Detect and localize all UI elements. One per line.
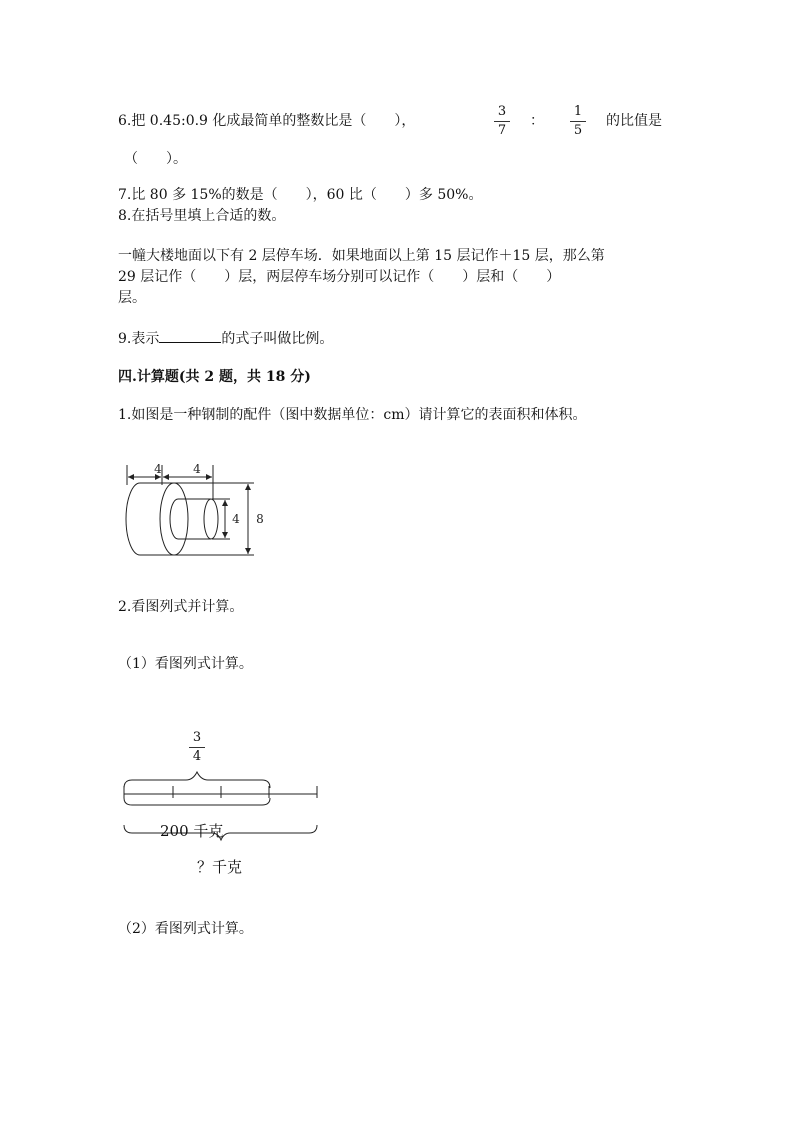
segment-bar-diagram [120,768,330,848]
dim-label-inner: 4 [232,512,240,526]
p2-sub2: （2）看图列式计算。 [118,921,253,937]
p2-fraction-3-4 [187,730,207,765]
fraction-denominator: 5 [573,123,583,138]
dim-label-top-left: 4 [154,462,162,476]
q6-line1: 6.把 0.45:0.9 化成最简单的整数比是（ ）， [118,113,416,129]
p2-total-label: ？千克 [197,858,243,876]
q6-ratio-suffix: 的比值是 [606,113,662,129]
fraction-numerator: 3 [192,730,202,745]
section-heading: 四.计算题(共 2 题，共 18 分) [118,369,311,385]
arrowhead [222,500,228,506]
fraction-numerator: 3 [497,104,507,119]
dim-label-top-right: 4 [193,462,201,476]
q6-fraction-1-5 [568,104,588,139]
fraction-bar [494,121,510,122]
q9-text [118,328,333,348]
q6-colon: ： [530,113,544,129]
p2-part-label: 200 千克 [160,822,224,840]
q9-prefix: 9.表示 [118,331,160,347]
arrowhead [163,474,169,480]
fraction-denominator: 7 [497,123,507,138]
p1-text: 1.如图是一种钢制的配件（图中数据单位：cm）请计算它的表面积和体积。 [118,407,587,423]
q6-line2: （ ）。 [124,151,187,167]
p2-sub1: （1）看图列式计算。 [118,656,253,672]
q8-line1: 一幢大楼地面以下有 2 层停车场．如果地面以上第 15 层记作＋15 层，那么第 [118,248,605,264]
arrowhead [245,548,251,554]
q9-answer-blank[interactable] [159,328,221,343]
arrowhead [245,484,251,490]
q6-fraction-3-7 [492,104,512,139]
q8-line2: 29 层记作（ ）层，两层停车场分别可以记作（ ）层和（ ） [118,269,561,285]
p2-text: 2.看图列式并计算。 [118,599,244,615]
q8-line3: 层。 [118,290,146,306]
inner-cylinder-right-face [204,499,218,539]
arrowhead [206,474,212,480]
arrowhead [128,474,134,480]
top-brace [124,772,270,788]
arrowhead [222,532,228,538]
cylinder-part-diagram [120,455,280,565]
fraction-bar [189,747,205,748]
part-brace [124,798,270,805]
q9-suffix: 的式子叫做比例。 [221,331,334,347]
fraction-numerator: 1 [573,104,583,119]
q7-text: 7.比 80 多 15%的数是（ ），60 比（ ）多 50%。 [118,187,483,203]
fraction-bar [570,121,586,122]
q8-title: 8.在括号里填上合适的数。 [118,208,286,224]
fraction-denominator: 4 [192,749,202,764]
dim-label-outer: 8 [256,512,264,526]
outer-cylinder-left-cap [126,483,140,555]
